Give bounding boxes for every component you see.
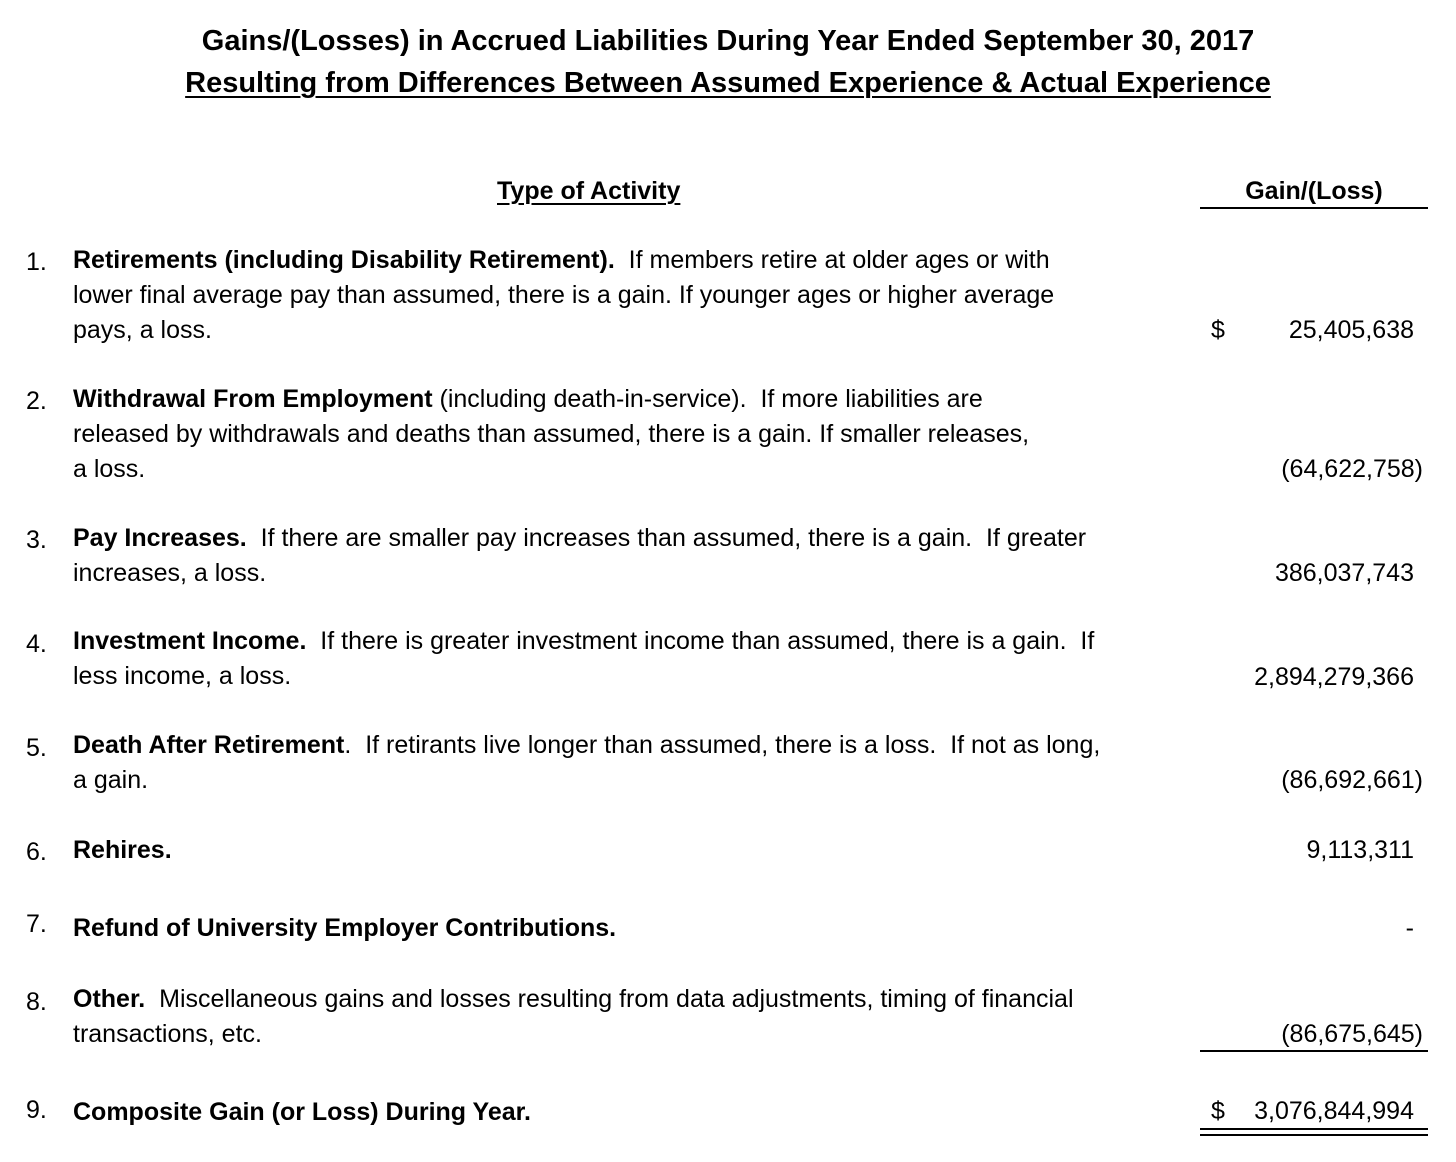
report-title: Gains/(Losses) in Accrued Liabilities During Year Ended September 30, 2017 <box>201 25 1255 57</box>
row-heading: Other. <box>73 985 146 1013</box>
row-amount: - <box>1405 914 1414 942</box>
row-number: 9. <box>26 1096 47 1124</box>
row-text: If there is greater investment income than assumed, there is a gain. If <box>306 627 1095 655</box>
row-heading: Investment Income. <box>73 627 307 655</box>
row-heading: Pay Increases. <box>73 524 247 552</box>
row-amount: (64,622,758) <box>1281 455 1423 483</box>
row-amount: 386,037,743 <box>1274 559 1414 587</box>
row-heading: Rehires. <box>73 836 172 864</box>
header-rule <box>1200 207 1428 209</box>
row-number: 7. <box>26 910 47 938</box>
row-heading: Death After Retirement <box>73 731 345 759</box>
row-heading: Retirements (including Disability Retirement). <box>73 246 615 274</box>
row-text: transactions, etc. <box>73 1020 262 1048</box>
currency-symbol: $ <box>1211 1097 1225 1125</box>
row-description <box>73 1095 1163 1130</box>
row-text: increases, a loss. <box>73 559 267 587</box>
row-text: lower final average pay than assumed, there is a gain. If younger ages or higher average <box>73 281 1055 309</box>
row-description <box>73 382 1163 487</box>
row-description <box>73 833 1163 868</box>
currency-symbol: $ <box>1211 316 1225 344</box>
row-text: a loss. <box>73 455 146 483</box>
column-header-gain: Gain/(Loss) <box>1245 177 1383 205</box>
row-amount: (86,692,661) <box>1281 766 1423 794</box>
subtotal-rule <box>1200 1050 1428 1052</box>
row-description <box>73 624 1163 694</box>
row-text: Miscellaneous gains and losses resulting from data adjustments, timing of financial <box>145 985 1074 1013</box>
row-text: . If retirants live longer than assumed, there is a loss. If not as long, <box>344 731 1101 759</box>
total-amount <box>1211 1094 1414 1129</box>
row-amount: 2,894,279,366 <box>1254 663 1414 691</box>
column-header-activity: Type of Activity <box>497 177 681 205</box>
row-text: less income, a loss. <box>73 662 292 690</box>
row-text: (including death-in-service). If more liabilities are <box>432 385 983 413</box>
row-description <box>73 728 1163 798</box>
row-amount: 3,076,844,994 <box>1254 1097 1414 1125</box>
row-description <box>73 982 1163 1052</box>
total-rule-top <box>1200 1128 1428 1130</box>
row-heading: Refund of University Employer Contributions. <box>73 914 617 942</box>
row-heading: Withdrawal From Employment <box>73 385 433 413</box>
row-number: 6. <box>26 838 47 866</box>
row-text: If there are smaller pay increases than assumed, there is a gain. If greater <box>246 524 1087 552</box>
row-description <box>73 521 1163 591</box>
row-heading: Composite Gain (or Loss) During Year. <box>73 1098 531 1126</box>
row-text: a gain. <box>73 766 149 794</box>
row-number: 3. <box>26 526 47 554</box>
row-number: 2. <box>26 387 47 415</box>
row-description <box>73 911 1163 946</box>
row-number: 5. <box>26 734 47 762</box>
row-text: pays, a loss. <box>73 316 212 344</box>
row-amount: 9,113,311 <box>1306 836 1414 864</box>
row-text: released by withdrawals and deaths than assumed, there is a gain. If smaller releases, <box>73 420 1030 448</box>
row-amount: (86,675,645) <box>1281 1020 1423 1048</box>
row-description <box>73 243 1163 348</box>
row-number: 1. <box>26 248 47 276</box>
row-number: 4. <box>26 630 47 658</box>
row-number: 8. <box>26 988 47 1016</box>
total-rule-bottom <box>1200 1134 1428 1136</box>
report-subtitle: Resulting from Differences Between Assumed Experience & Actual Experience <box>185 67 1271 99</box>
row-text: If members retire at older ages or with <box>614 246 1050 274</box>
row-amount: 25,405,638 <box>1288 316 1414 344</box>
